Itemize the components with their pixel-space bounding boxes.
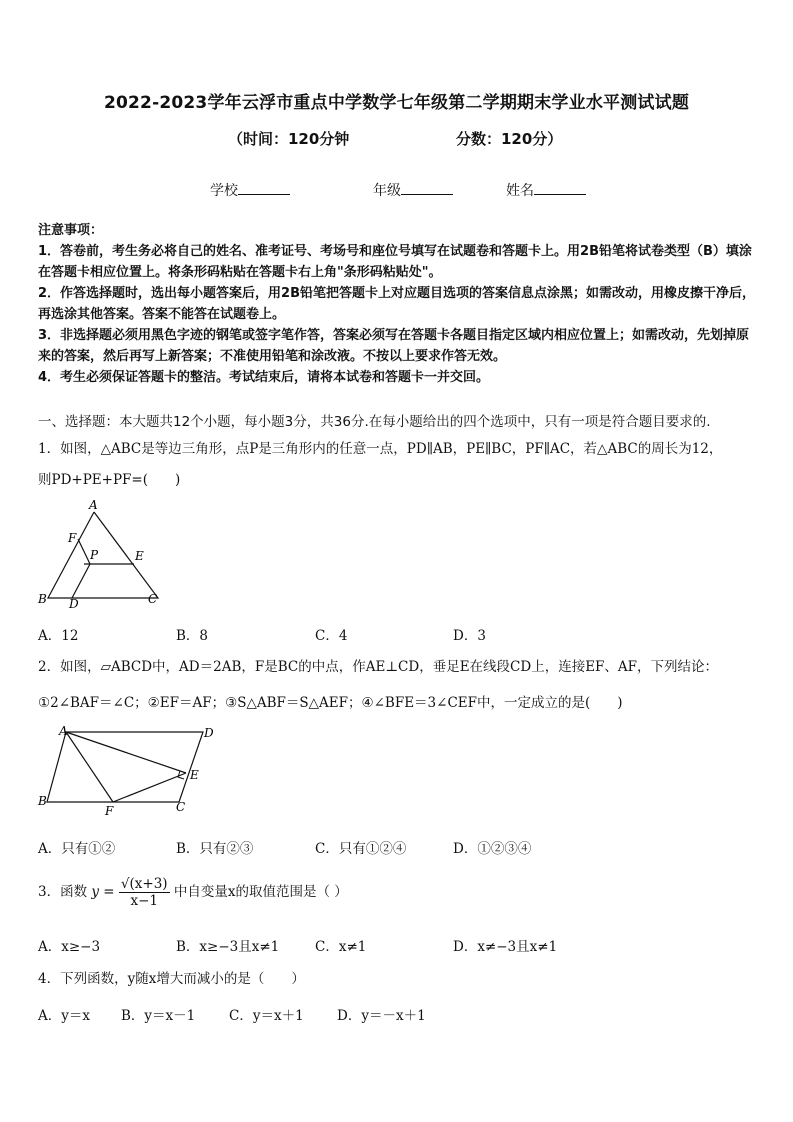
q3-denominator: x−1 <box>130 893 158 909</box>
name-blank <box>534 180 586 195</box>
q1-option-c[interactable]: C．4 <box>315 628 348 644</box>
q1-option-b[interactable]: B．8 <box>176 628 209 644</box>
label-e: E <box>135 549 144 563</box>
q3-suffix: 中自变量x的取值范围是（ ） <box>173 884 348 900</box>
q4-option-c[interactable]: C．y＝x＋1 <box>229 1008 304 1024</box>
label-c: C <box>148 592 158 606</box>
q4-option-a[interactable]: A．y＝x <box>38 1008 90 1024</box>
q1-stem-line2: 则PD+PE+PF=( ) <box>38 472 181 488</box>
q4-option-b[interactable]: B．y＝x－1 <box>121 1008 196 1024</box>
q1-option-d[interactable]: D．3 <box>453 628 486 644</box>
notice-item-3: 3．非选择题必须用黑色字迹的钢笔或签字笔作答，答案必须写在答题卡各题目指定区域内相应位置上；如需改动，先划掉原来的答案，然后再写上新答案；不准使用铅笔和涂改液。不按以上要求作答无效。 <box>38 328 750 364</box>
school-field <box>210 180 290 200</box>
q4-option-d[interactable]: D．y＝－x＋1 <box>337 1008 426 1024</box>
q3-option-b[interactable]: B．x≥−3且x≠1 <box>176 939 280 955</box>
notice-item-1: 1．答卷前，考生务必将自己的姓名、准考证号、考场号和座位号填写在试题卷和答题卡上。用2B铅笔将试卷类型（B）填涂在答题卡相应位置上。将条形码粘贴在答题卡右上角"条形码粘贴处"。 <box>38 244 752 280</box>
label-b: B <box>38 592 47 606</box>
label-p: P <box>90 548 99 562</box>
segment-ae <box>66 732 186 773</box>
notice-item-2: 2．作答选择题时，选出每小题答案后，用2B铅笔把答题卡上对应题目选项的答案信息点涂黑；如需改动，用橡皮擦干净后，再选涂其他答案。答案不能答在试题卷上。 <box>38 286 756 322</box>
label-f: F <box>105 804 114 818</box>
label-d: D <box>69 597 79 611</box>
segment-pf <box>78 539 90 564</box>
q1-figure <box>34 496 169 614</box>
q2-figure <box>34 722 219 820</box>
name-field <box>506 180 586 200</box>
q2-option-d[interactable]: D．①②③④ <box>453 841 532 857</box>
label-e: E <box>190 768 199 782</box>
label-b: B <box>38 794 47 808</box>
notice-item-4: 4．考生必须保证答题卡的整洁。考试结束后，请将本试卷和答题卡一并交回。 <box>38 370 490 385</box>
exam-score: 分数：120分） <box>456 130 563 148</box>
q3-numerator: √(x+3) <box>120 876 168 892</box>
q2-option-c[interactable]: C．只有①②④ <box>315 841 407 857</box>
q4-stem: 4．下列函数，y随x增大而减小的是（ ） <box>38 971 305 987</box>
q3-y: y = <box>91 884 115 900</box>
school-blank <box>238 180 290 195</box>
parallelogram-abcd <box>47 732 203 802</box>
label-a: A <box>89 498 98 512</box>
q3-fraction <box>119 876 170 909</box>
section-heading: 一、选择题：本大题共12个小题，每小题3分，共36分.在每小题给出的四个选项中，只有一项是符合题目要求的. <box>38 414 711 430</box>
grade-label: 年级 <box>373 183 401 199</box>
grade-field <box>373 180 453 200</box>
q1-option-a[interactable]: A．12 <box>38 628 79 644</box>
school-label: 学校 <box>210 183 238 199</box>
page-title: 2022-2023学年云浮市重点中学数学七年级第二学期期末学业水平测试试题 <box>103 93 690 113</box>
label-f: F <box>68 531 77 545</box>
q2-stem-line1: 2．如图，▱ABCD中，AD＝2AB，F是BC的中点，作AE⊥CD，垂足E在线段CD上，连接EF、AF，下列结论： <box>38 659 719 675</box>
q1-stem-line1: 1．如图，△ABC是等边三角形，点P是三角形内的任意一点，PD∥AB，PE∥BC，PF∥AC，若△ABC的周长为12， <box>38 441 723 457</box>
name-label: 姓名 <box>506 183 534 199</box>
q2-stem-line2: ①2∠BAF＝∠C；②EF＝AF；③S△ABF＝S△AEF；④∠BFE＝3∠CEF中，一定成立的是( ) <box>38 695 623 711</box>
label-c: C <box>176 800 186 814</box>
segment-ef <box>113 773 186 802</box>
label-a: A <box>59 724 68 738</box>
q3-prefix: 3．函数 <box>38 884 88 900</box>
q3-option-d[interactable]: D．x≠−3且x≠1 <box>453 939 558 955</box>
label-d: D <box>204 726 214 740</box>
segment-af <box>66 732 113 802</box>
grade-blank <box>401 180 453 195</box>
q3-stem <box>38 876 348 909</box>
notice-heading: 注意事项： <box>38 223 104 238</box>
q2-option-b[interactable]: B．只有②③ <box>176 841 254 857</box>
q3-option-c[interactable]: C．x≠1 <box>315 939 367 955</box>
q2-option-a[interactable]: A．只有①② <box>38 841 116 857</box>
q3-option-a[interactable]: A．x≥−3 <box>38 939 101 955</box>
exam-time: （时间：120分钟 <box>228 130 350 148</box>
segment-pd <box>72 564 90 598</box>
